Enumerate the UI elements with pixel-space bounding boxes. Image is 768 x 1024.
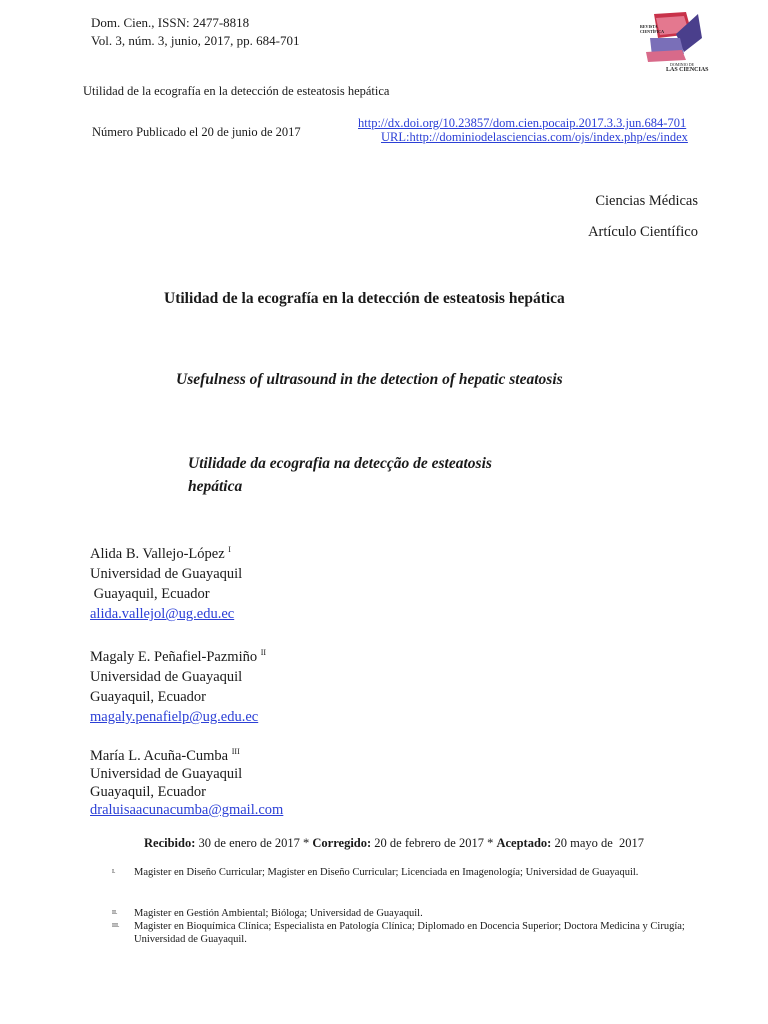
title-portuguese xyxy=(188,452,492,498)
title-portuguese-line1: Utilidade da ecografia na detecção de esteatosis xyxy=(188,455,492,472)
logo-text-3: DOMINIO DE xyxy=(670,62,695,67)
footnote-text: Magister en Bioquímica Clínica; Especialista en Patología Clínica; Diplomado en Docencia Superior; Doctora Medicina y Cirugía; Universidad de Guayaquil. xyxy=(134,921,685,945)
title-spanish: Utilidad de la ecografía en la detección de esteatosis hepática xyxy=(164,290,565,307)
accepted-date: 20 mayo de 2017 xyxy=(551,836,645,850)
logo-text-1: REVISTA xyxy=(640,24,658,29)
author-location: Guayaquil, Ecuador xyxy=(90,586,210,602)
author-email-link[interactable]: draluisaacunacumba@gmail.com xyxy=(90,802,284,818)
author-mark: II xyxy=(260,648,267,657)
author-name: Magaly E. Peñafiel-Pazmiño $^{II}$ xyxy=(90,648,267,665)
author-block-2 xyxy=(90,643,266,727)
author-email-link[interactable]: magaly.penafielp@ug.edu.ec xyxy=(90,709,259,725)
author-name: Alida B. Vallejo-López $^I$ xyxy=(90,545,231,562)
author-location: Guayaquil, Ecuador xyxy=(90,689,206,705)
footnote-text: Magister en Gestión Ambiental; Bióloga; Universidad de Guayaquil. xyxy=(134,908,423,919)
article-type: Artículo Científico xyxy=(588,224,698,240)
received-label: Recibido: xyxy=(144,836,196,850)
received-date: 30 de enero de 2017 * xyxy=(195,836,313,850)
journal-volume: Vol. 3, núm. 3, junio, 2017, pp. 684-701 xyxy=(91,33,300,48)
doi-link[interactable]: http://dx.doi.org/10.23857/dom.cien.pocaip.2017.3.3.jun.684-701 xyxy=(358,116,687,130)
author-mark: III xyxy=(231,747,240,756)
title-portuguese-line2: hepática xyxy=(188,478,243,495)
footnote-number: III. xyxy=(112,923,120,929)
journal-issn: Dom. Cien., ISSN: 2477-8818 xyxy=(91,15,250,30)
corrected-label: Corregido: xyxy=(312,836,372,850)
journal-url-link[interactable]: URL:http://dominiodelasciencias.com/ojs/index.php/es/index xyxy=(381,130,688,144)
author-block-3 xyxy=(90,743,283,819)
author-affiliation: Universidad de Guayaquil xyxy=(90,669,243,685)
title-english: Usefulness of ultrasound in the detection of hepatic steatosis xyxy=(176,371,563,388)
footnote-text: Magister en Diseño Curricular; Magister en Diseño Curricular; Licenciada en Imagenología; Universidad de Guayaquil. xyxy=(134,867,639,878)
journal-logo xyxy=(636,8,709,76)
footnote-number: I. xyxy=(112,869,116,875)
corrected-date: 20 de febrero de 2017 * xyxy=(371,836,497,850)
subject-area: Ciencias Médicas xyxy=(595,193,698,209)
author-mark: I xyxy=(228,545,231,554)
running-title: Utilidad de la ecografía en la detección de esteatosis hepática xyxy=(83,84,390,98)
author-affiliation: Universidad de Guayaquil xyxy=(90,566,243,582)
author-location: Guayaquil, Ecuador xyxy=(90,784,206,800)
author-block-1 xyxy=(90,540,242,624)
logo-text-2: CIENTÍFICA xyxy=(640,29,665,34)
accepted-label: Aceptado: xyxy=(496,836,552,850)
author-name: María L. Acuña-Cumba $^{III}$ xyxy=(90,747,240,764)
published-date: Número Publicado el 20 de junio de 2017 xyxy=(92,125,301,139)
author-email-link[interactable]: alida.vallejol@ug.edu.ec xyxy=(90,606,235,622)
submission-dates xyxy=(144,836,644,851)
author-affiliation: Universidad de Guayaquil xyxy=(90,766,243,782)
footnote-number: II. xyxy=(112,910,118,916)
logo-text-4: LAS CIENCIAS xyxy=(666,67,709,73)
